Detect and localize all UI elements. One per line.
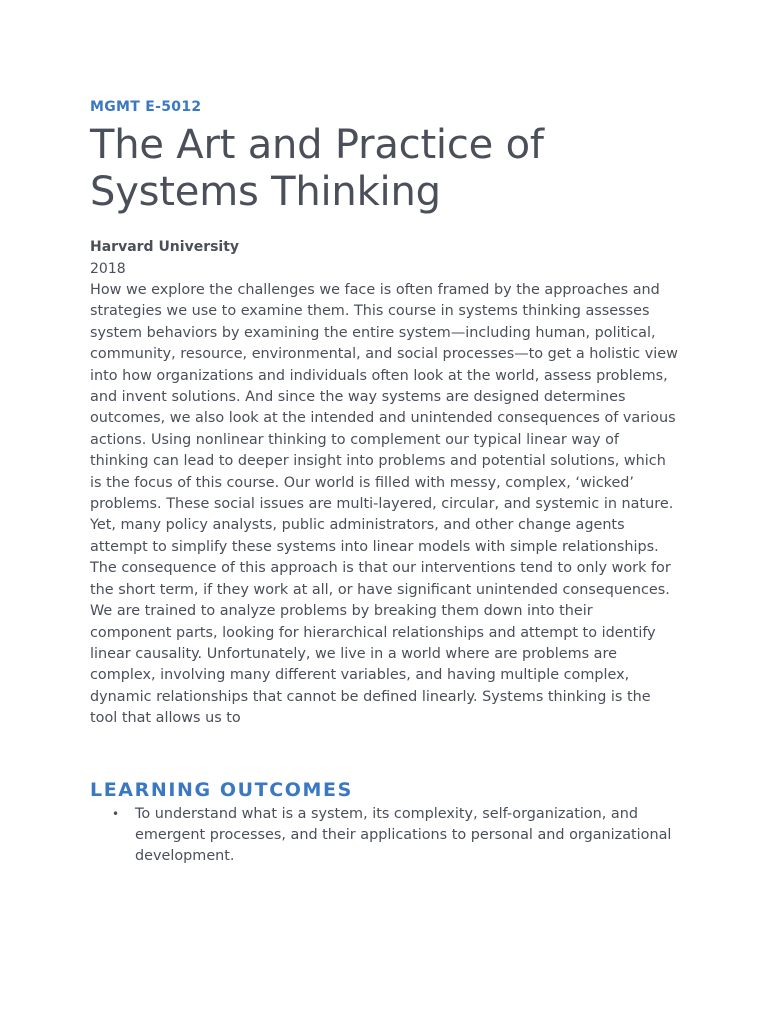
learning-outcomes-list xyxy=(90,804,678,868)
learning-outcomes-heading: LEARNING OUTCOMES xyxy=(90,778,353,801)
list-item xyxy=(90,804,678,868)
outcome-text: To understand what is a system, its complexity, self-organization, and emergent processes, and their applications to personal and organizational development. xyxy=(135,805,672,865)
institution-name: Harvard University xyxy=(90,239,240,255)
page-title: The Art and Practice of Systems Thinking xyxy=(90,122,544,215)
course-year: 2018 xyxy=(90,261,126,277)
course-description: How we explore the challenges we face is often framed by the approaches and strategies we use to examine them. This course in systems thinking assesses system behaviors by examining the entire system—including human, political, community, resource, environmental, and social processes—to get a holistic view into how organizations and individuals often look at the world, assess problems, and invent solutions. And since the way systems are designed determines outcomes, we also look at the intended and unintended consequences of various actions. Using nonlinear thinking to complement our typical linear way of thinking can lead to deeper insight into problems and potential solutions, which is the focus of this course. Our world is filled with messy, complex, ‘wicked’ problems. These social issues are multi-layered, circular, and systemic in nature. Yet, many policy analysts, public administrators, and other change agents attempt to simplify these systems into linear models with simple relationships. The consequence of this approach is that our interventions tend to only work for the short term, if they work at all, or have significant unintended consequences. We are trained to analyze problems by breaking them down into their component parts, looking for hierarchical relationships and attempt to identify linear causality. Unfortunately, we live in a world where are problems are complex, involving many different variables, and having multiple complex, dynamic relationships that cannot be defined linearly. Systems thinking is the tool that allows us to xyxy=(90,282,678,727)
course-code: MGMT E-5012 xyxy=(90,99,202,115)
bullet-icon: • xyxy=(112,806,120,821)
course-document xyxy=(90,96,678,868)
